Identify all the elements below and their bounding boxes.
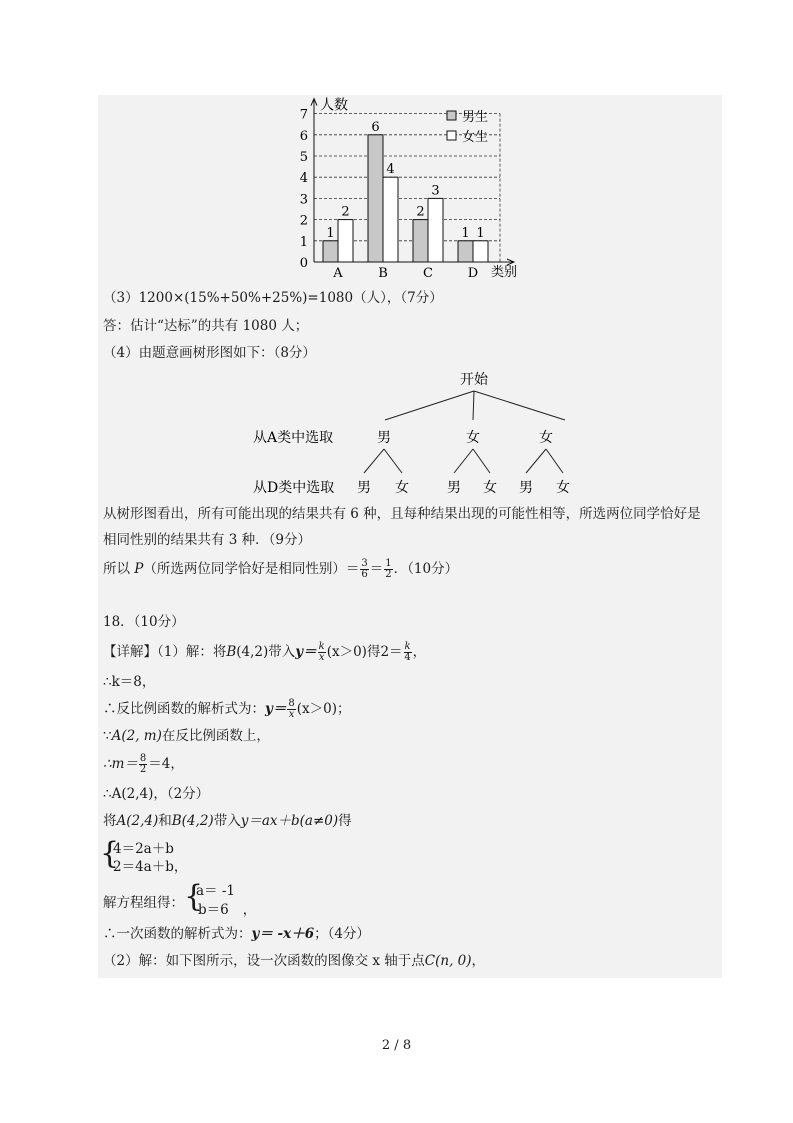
bar-value-label: 4 (386, 162, 395, 178)
question-18-heading: 18．（10分） (103, 614, 185, 630)
bar (458, 241, 473, 262)
y-tick-label: 1 (299, 234, 308, 250)
bar-chart (0, 0, 793, 290)
tree-node-d4: 女 (483, 480, 497, 496)
tree-node-d5: 男 (519, 480, 533, 496)
bar-value-label: 1 (326, 225, 335, 241)
bar-value-label: 1 (476, 225, 485, 241)
tree-node-d6: 女 (556, 480, 570, 496)
bar (383, 177, 398, 262)
bar (338, 220, 353, 262)
x-tick-label: B (378, 266, 388, 281)
y-tick-label: 3 (299, 192, 308, 208)
legend-label: 女生 (462, 130, 489, 145)
bar (413, 220, 428, 262)
y-tick-label: 7 (299, 107, 308, 123)
solution-a: a＝ -1 (196, 883, 235, 899)
probability-line: 所以 P（所选两位同学恰好是相同性别）＝ $\frac{3}{6}$ ＝ $\frac{1}{2}$ ．（10分） (103, 558, 459, 580)
bar (368, 135, 383, 262)
tree-node-a3: 女 (539, 430, 553, 446)
tree-start-label: 开始 (460, 372, 488, 388)
system-brace: { (100, 836, 120, 871)
point-a-condition-line: ∵A(2, m)在反比例函数上， (103, 728, 270, 744)
y-tick-label: 4 (299, 171, 308, 187)
bar (473, 241, 488, 262)
tree-row-a-label: 从A类中选取 (253, 430, 334, 446)
substitute-line: 将A(2,4)和B(4,2)带入y＝ax＋b(a≠0)得 (103, 813, 352, 829)
m-value-line: ∴m＝ $\frac{8}{2}$ ＝4， (103, 753, 184, 775)
y-axis-title: 人数 (320, 97, 348, 114)
y-tick-label: 2 (299, 213, 308, 229)
tree-node-d1: 男 (357, 480, 371, 496)
legend-label: 男生 (462, 110, 489, 125)
solve-label: 解方程组得： (103, 895, 184, 911)
tree-node-d2: 女 (395, 480, 409, 496)
page-number: 2 / 8 (381, 1038, 412, 1053)
tree-node-d3: 男 (447, 480, 461, 496)
bar-value-label: 3 (431, 183, 440, 199)
x-tick-label: C (423, 266, 433, 281)
x-tick-label: A (333, 266, 343, 281)
y-tick-label: 5 (299, 150, 308, 165)
bar-value-label: 2 (416, 204, 425, 220)
answer-part3: （3）1200×(15%+50%+25%)=1080（人），（7分） (103, 290, 443, 306)
answer-estimate: 答：估计“达标”的共有 1080 人； (103, 318, 309, 334)
tree-node-a1: 男 (377, 430, 391, 446)
y-tick-label: 6 (299, 128, 308, 144)
bar (323, 241, 338, 262)
paragraph-tree-conclusion-1: 从树形图看出，所有可能出现的结果共有 6 种，且每种结果出现的可能性相等，所选两位同学恰好是 (103, 506, 701, 522)
inverse-function-line: ∴反比例函数的解析式为：y＝ $\frac{8}{x}$ (x＞0)； (103, 698, 351, 720)
bar (428, 198, 443, 262)
x-tick-label: D (467, 266, 479, 281)
point-a-result-line: ∴A(2,4)，（2分） (103, 786, 210, 802)
legend-swatch (447, 131, 456, 140)
solution-brace: { (184, 879, 204, 914)
tree-node-a2: 女 (466, 430, 480, 446)
y-tick-label: 0 (299, 256, 308, 271)
linear-function-line: ∴一次函数的解析式为：y＝ -x＋6；（4分） (103, 926, 370, 942)
tree-row-d-label: 从D类中选取 (253, 480, 335, 496)
k-value-line: ∴k＝8， (103, 674, 156, 690)
bar-value-label: 2 (341, 204, 350, 220)
part2-line: （2）解：如下图所示，设一次函数的图像交 x 轴于点C(n, 0)， (103, 953, 486, 969)
legend-swatch (447, 111, 456, 120)
system-equation-2: 2＝4a＋b， (113, 859, 188, 875)
x-axis-title: 类别 (491, 265, 518, 280)
system-equation-1: 4＝2a＋b (113, 841, 174, 857)
solution-b: b＝6 ， (198, 902, 257, 918)
detail-part1-line: 【详解】（1）解：将B(4,2)带入y＝ $\frac{k}{x}$ (x＞0)得2＝ $\frac{k}{4}$ ， (103, 641, 427, 663)
paragraph-tree-conclusion-2: 相同性别的结果共有 3 种．（9分） (103, 532, 312, 548)
bar-value-label: 6 (371, 119, 380, 135)
tree-diagram (0, 365, 793, 505)
answer-part4: （4）由题意画树形图如下：（8分） (103, 345, 316, 361)
bar-value-label: 1 (461, 225, 470, 241)
